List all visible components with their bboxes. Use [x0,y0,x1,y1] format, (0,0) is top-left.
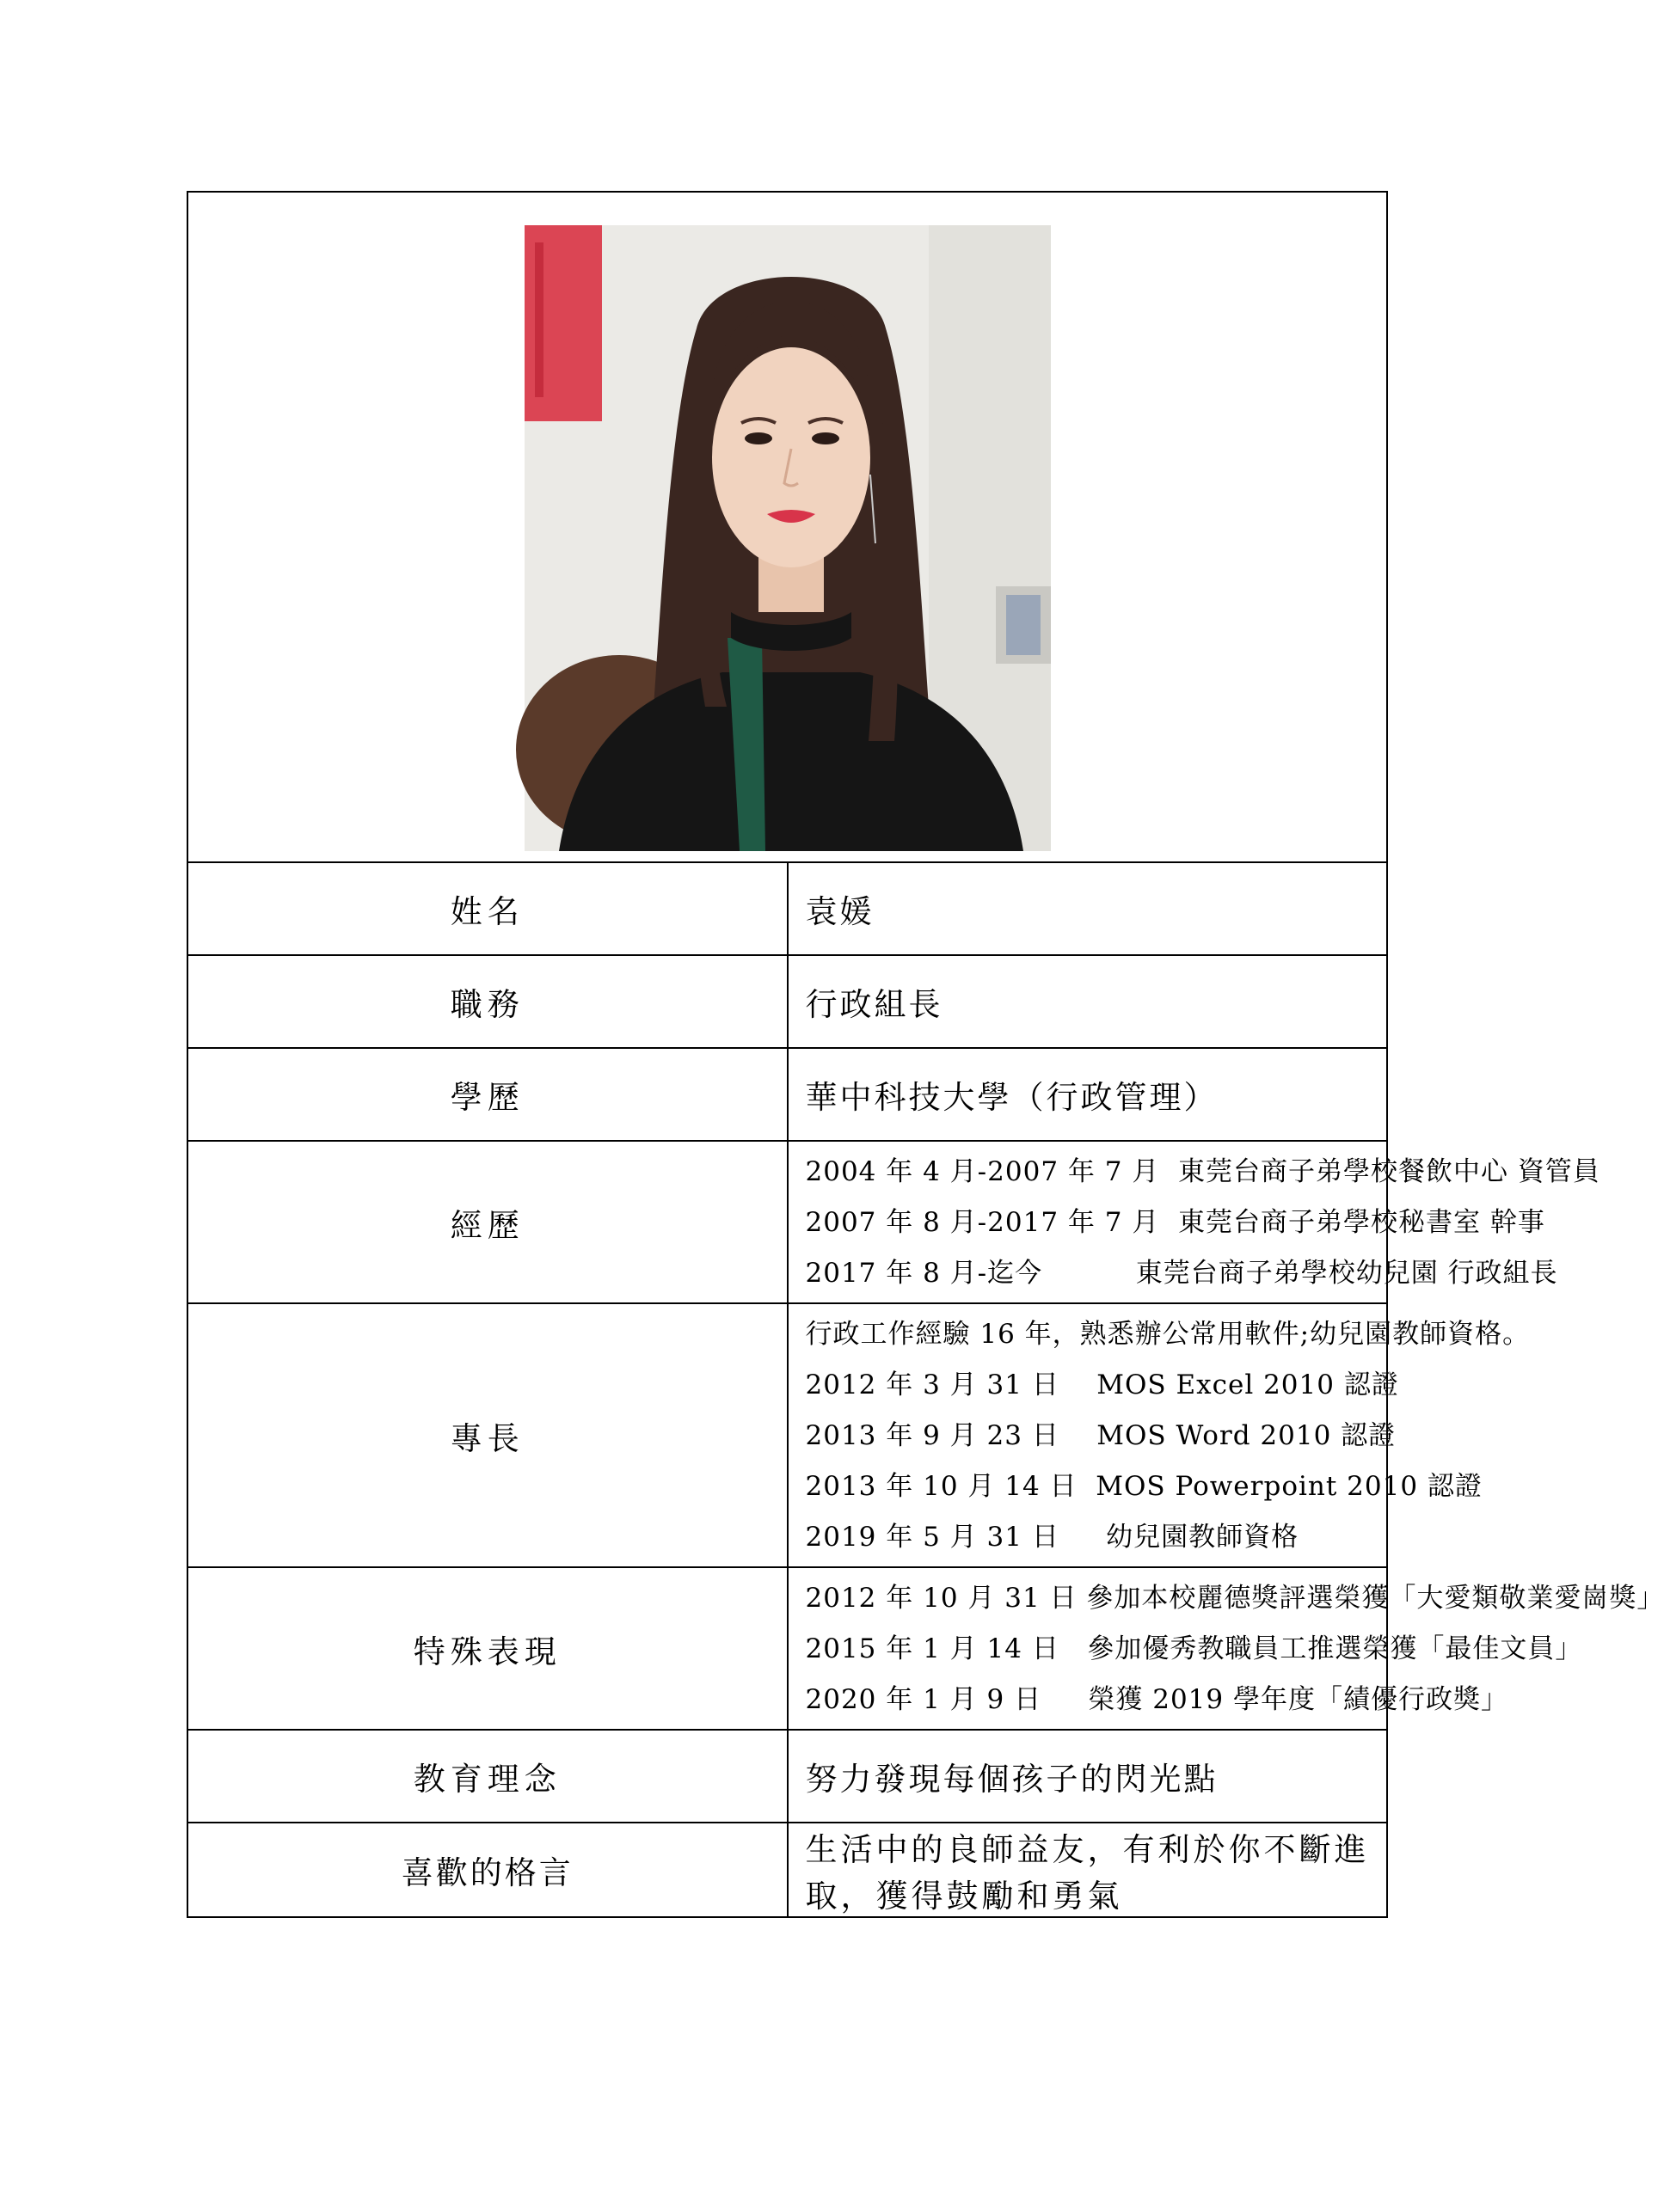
philosophy-row [187,1730,1387,1823]
skills-line: 2012 年 3 月 31 日 MOS Excel 2010 認證 [805,1369,1399,1400]
skills-line: 2019 年 5 月 31 日 幼兒園教師資格 [805,1522,1299,1553]
skills-line: 2013 年 10 月 14 日 MOS Powerpoint 2010 認證 [805,1471,1483,1502]
special-line: 2020 年 1 月 9 日 榮獲 2019 學年度「績優行政獎」 [805,1684,1508,1715]
experience-line: 2007 年 8 月-2017 年 7 月 東莞台商子弟學校秘書室 幹事 [805,1207,1545,1238]
skills-label: 專長 [187,1303,788,1567]
name-label: 姓名 [187,862,788,955]
skills-line: 行政工作經驗 16 年，熟悉辦公常用軟件;幼兒園教師資格。 [805,1319,1531,1350]
special-row [187,1567,1387,1730]
skills-row [187,1303,1387,1567]
philosophy-value: 努力發現每個孩子的閃光點 [788,1730,1388,1823]
experience-label: 經歷 [187,1141,788,1303]
photo-cell [187,192,1387,862]
education-row [187,1048,1387,1141]
position-row [187,955,1387,1048]
special-line: 2015 年 1 月 14 日 參加優秀教職員工推選榮獲「最佳文員」 [805,1633,1583,1664]
special-value [788,1567,1664,1730]
skills-value [788,1303,1531,1567]
profile-table [187,191,1664,1918]
experience-row [187,1141,1387,1303]
position-value: 行政組長 [788,955,1388,1048]
motto-row [187,1823,1387,1917]
special-label: 特殊表現 [187,1567,788,1730]
motto-value: 生活中的良師益友，有利於你不斷進取，獲得鼓勵和勇氣 [788,1823,1388,1917]
philosophy-label: 教育理念 [187,1730,788,1823]
position-label: 職務 [187,955,788,1048]
name-value: 袁媛 [788,862,1388,955]
name-row [187,862,1387,955]
experience-line: 2004 年 4 月-2007 年 7 月 東莞台商子弟學校餐飲中心 資管員 [805,1156,1600,1187]
skills-line: 2013 年 9 月 23 日 MOS Word 2010 認證 [805,1420,1397,1451]
education-label: 學歷 [187,1048,788,1141]
experience-value [788,1141,1600,1303]
education-value: 華中科技大學（行政管理） [788,1048,1388,1141]
experience-line: 2017 年 8 月-迄今 東莞台商子弟學校幼兒園 行政組長 [805,1258,1558,1289]
motto-label: 喜歡的格言 [187,1823,788,1917]
special-line: 2012 年 10 月 31 日 參加本校麗德獎評選榮獲「大愛類敬業愛崗獎」 [805,1583,1664,1614]
portrait-photo-icon [525,225,1051,851]
